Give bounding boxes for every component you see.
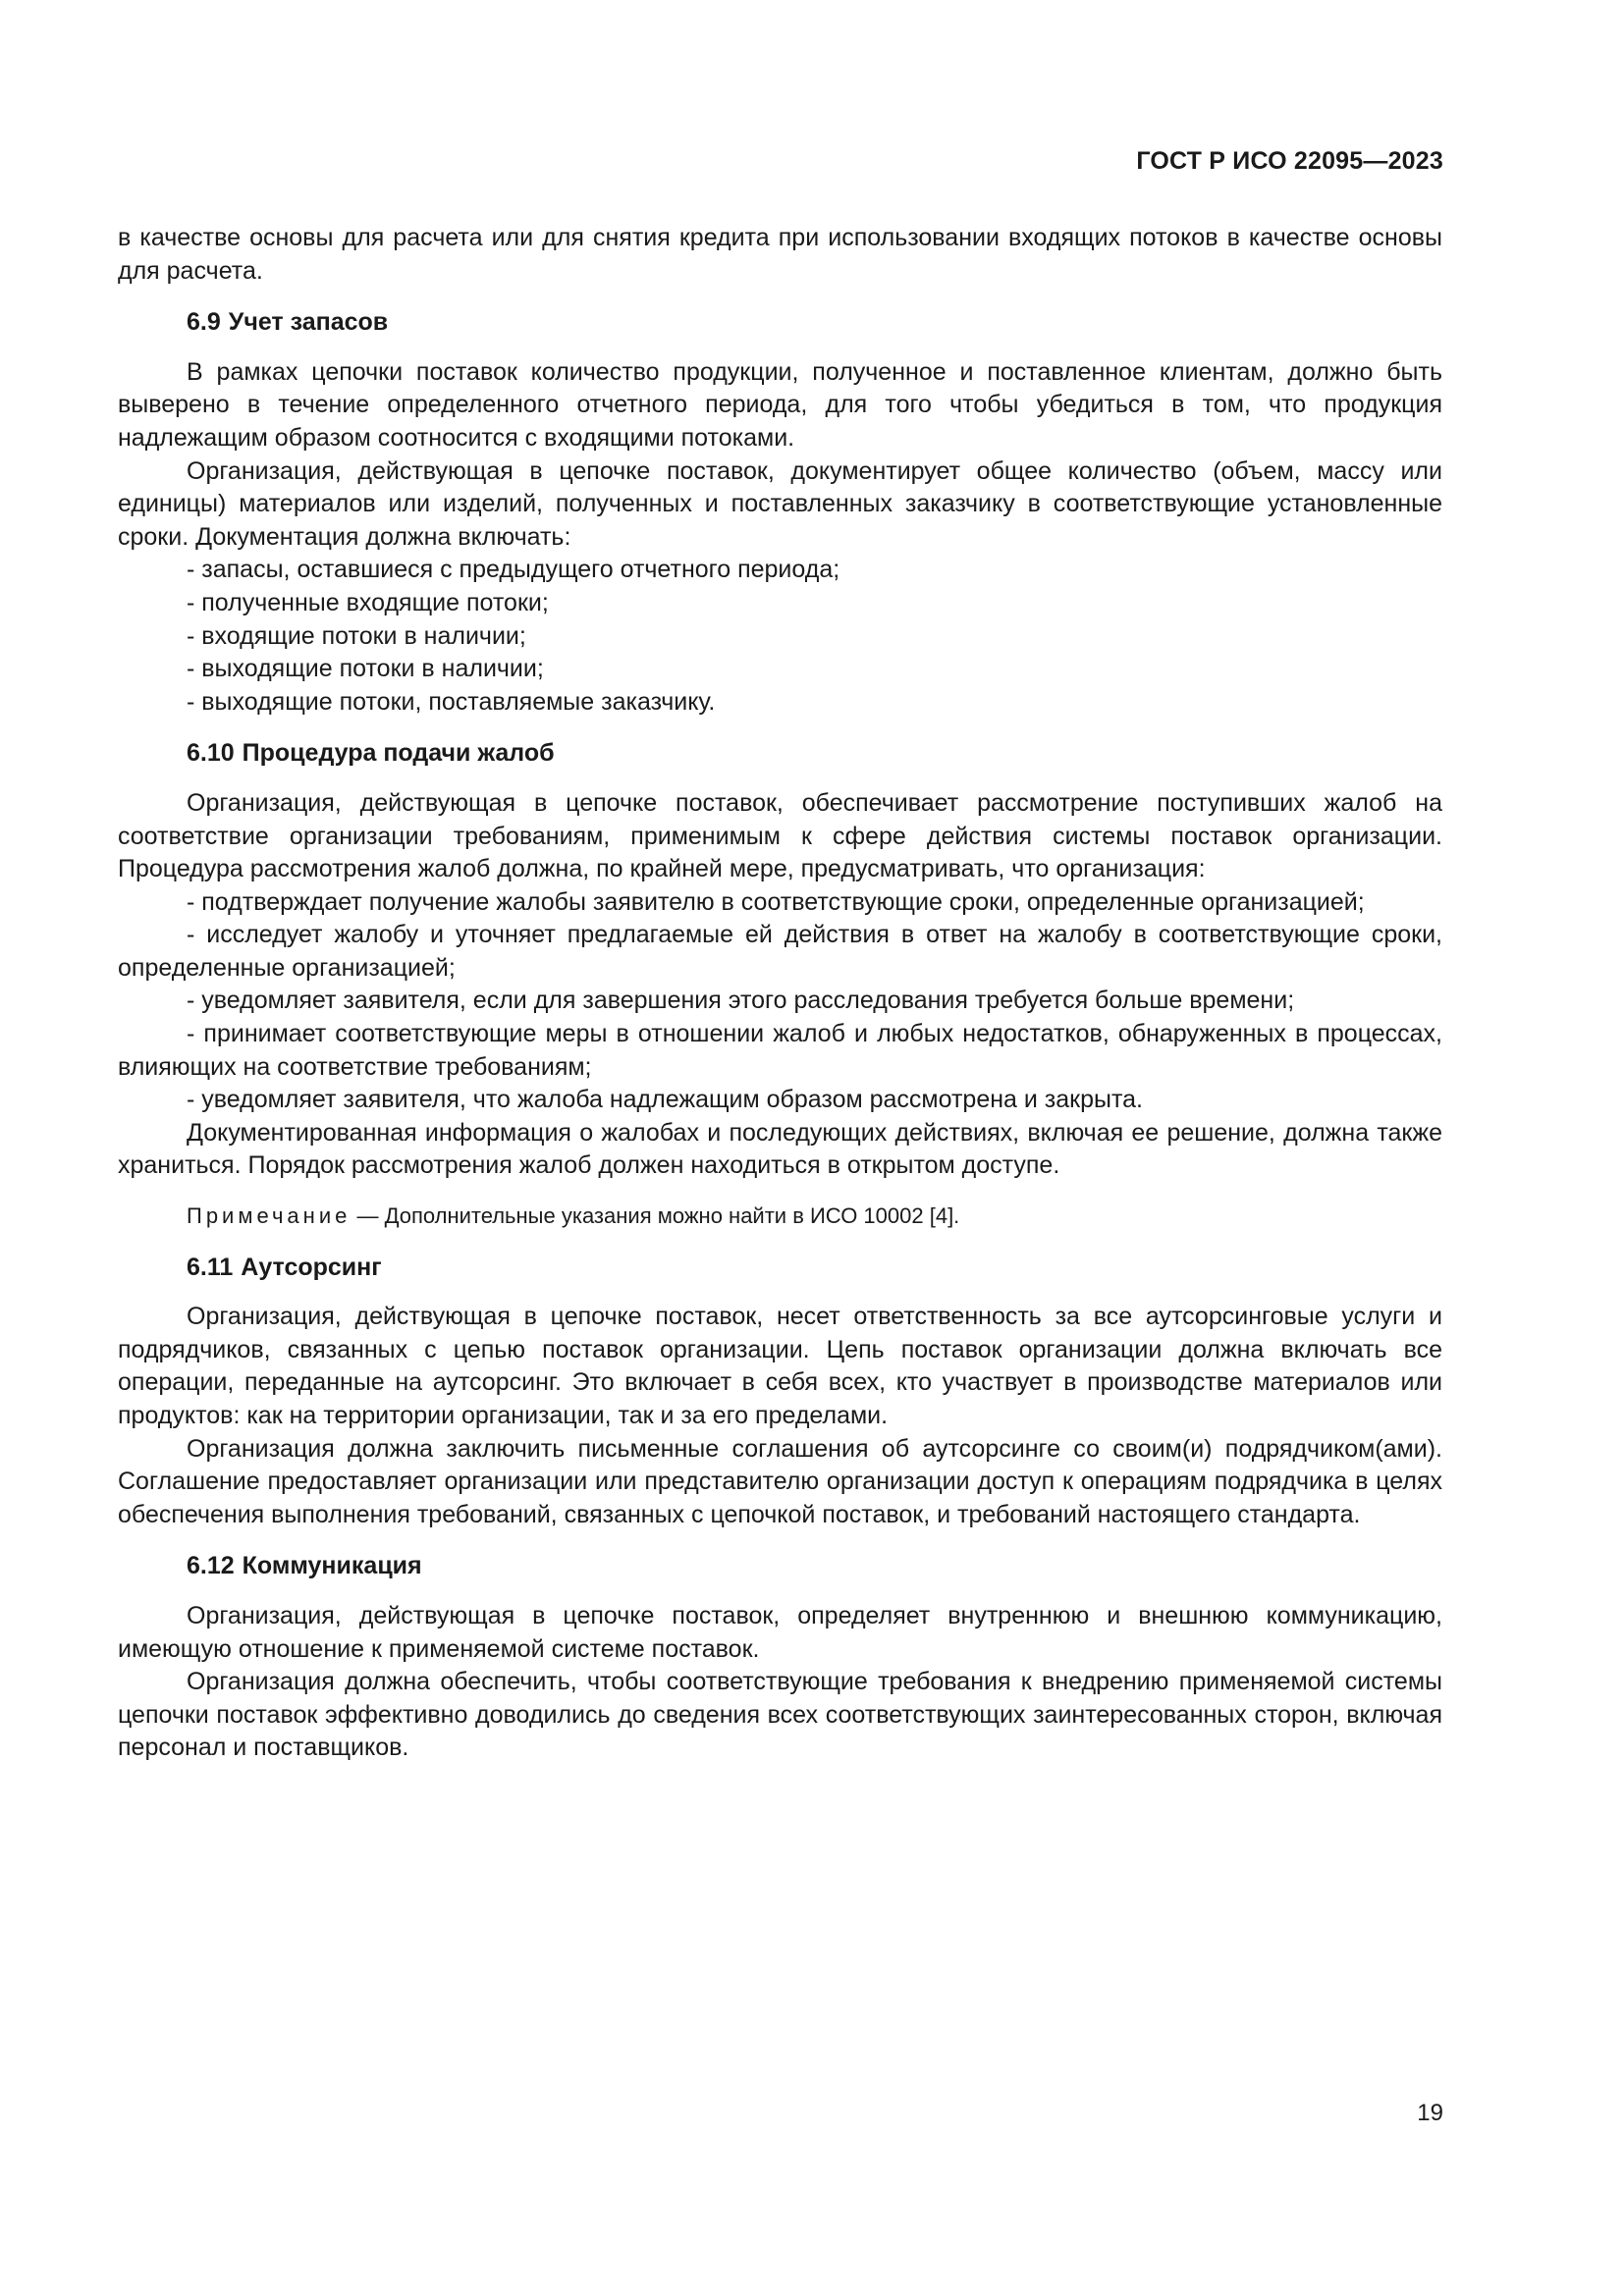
paragraph: В рамках цепочки поставок количество продукции, полученное и поставленное клиентам, должно быть выверено в течение определенного отчетного периода, для того чтобы убедиться в том, что продукция надлежащим образом соотносится с входящими потоками. [118, 357, 1442, 452]
page-number: 19 [1417, 2100, 1443, 2126]
section-number: 6.10 [187, 739, 235, 768]
section-number: 6.12 [187, 1552, 235, 1580]
section-heading-6-10 [187, 737, 1442, 771]
intro-paragraph: в качестве основы для расчета или для снятия кредита при использовании входящих потоков в качестве основы для расчета. [118, 224, 1442, 285]
list-item: - уведомляет заявителя, если для завершения этого расследования требуется больше времени; [187, 987, 1295, 1015]
paragraph: Организация должна обеспечить, чтобы соответствующие требования к внедрению применяемой системы цепочки поставок эффективно доводились до сведения всех соответствующих заинтересованных сторон, включая персонал и поставщиков. [118, 1668, 1442, 1762]
section-heading-6-12 [187, 1550, 1442, 1583]
list-item: - полученные входящие потоки; [187, 588, 549, 616]
paragraph: Организация, действующая в цепочке поставок, определяет внутреннюю и внешнюю коммуникацию, имеющую отношение к применяемой системе поставок. [118, 1601, 1442, 1663]
list-item: - исследует жалобу и уточняет предлагаемые ей действия в ответ на жалобу в соответствующие сроки, определенные организацией; [118, 921, 1442, 982]
section-number: 6.11 [187, 1253, 234, 1281]
paragraph: Организация, действующая в цепочке поставок, документирует общее количество (объем, массу или единицы) материалов или изделий, полученных и поставленных заказчику в соответствующие установленные сроки. Документация должна включать: [118, 456, 1442, 551]
document-standard-code: ГОСТ Р ИСО 22095—2023 [1136, 147, 1443, 175]
list-item: - подтверждает получение жалобы заявителю в соответствующие сроки, определенные организацией; [187, 887, 1365, 916]
note-text: — Дополнительные указания можно найти в ИСО 10002 [4]. [351, 1203, 960, 1229]
section-title: Учет запасов [228, 308, 389, 337]
list-item: - запасы, оставшиеся с предыдущего отчетного периода; [187, 556, 840, 584]
note-label: Примечание [187, 1203, 352, 1229]
list-item: - принимает соответствующие меры в отношении жалоб и любых недостатков, обнаруженных в процессах, влияющих на соответствие требованиям; [118, 1020, 1442, 1081]
paragraph: Документированная информация о жалобах и последующих действиях, включая ее решение, должна также храниться. Порядок рассмотрения жалоб должен находиться в открытом доступе. [118, 1118, 1442, 1180]
section-heading-6-9 [187, 306, 1442, 340]
list-item: - выходящие потоки в наличии; [187, 655, 544, 683]
paragraph: Организация должна заключить письменные соглашения об аутсорсинге со своим(и) подрядчиком(ами). Соглашение предоставляет организации или представителю организации доступ к операциям подрядчика в целях обеспечения выполнения требований, связанных с цепочкой поставок, и требований настоящего стандарта. [118, 1434, 1442, 1528]
paragraph: Организация, действующая в цепочке поставок, несет ответственность за все аутсорсинговые услуги и подрядчиков, связанных с цепью поставок организации. Цепь поставок организации должна включать все операции, переданные на аутсорсинг. Это включает в себя всех, кто участвует в производстве материалов или продуктов: как на территории организации, так и за его пределами. [118, 1303, 1442, 1429]
paragraph: Организация, действующая в цепочке поставок, обеспечивает рассмотрение поступивших жалоб на соответствие организации требованиям, применимым к сфере действия системы поставок организации. Процедура рассмотрения жалоб должна, по крайней мере, предусматривать, что организация: [118, 788, 1442, 883]
list-item: - входящие потоки в наличии; [187, 621, 526, 650]
section-heading-6-11 [187, 1252, 1442, 1285]
section-number: 6.9 [187, 308, 221, 337]
page-content [118, 222, 1442, 1765]
section-title: Аутсорсинг [241, 1253, 382, 1281]
list-item: - выходящие потоки, поставляемые заказчику. [187, 687, 716, 716]
section-title: Коммуникация [242, 1552, 422, 1580]
note [118, 1200, 1442, 1233]
section-title: Процедура подачи жалоб [242, 739, 555, 768]
list-item: - уведомляет заявителя, что жалоба надлежащим образом рассмотрена и закрыта. [187, 1086, 1143, 1114]
